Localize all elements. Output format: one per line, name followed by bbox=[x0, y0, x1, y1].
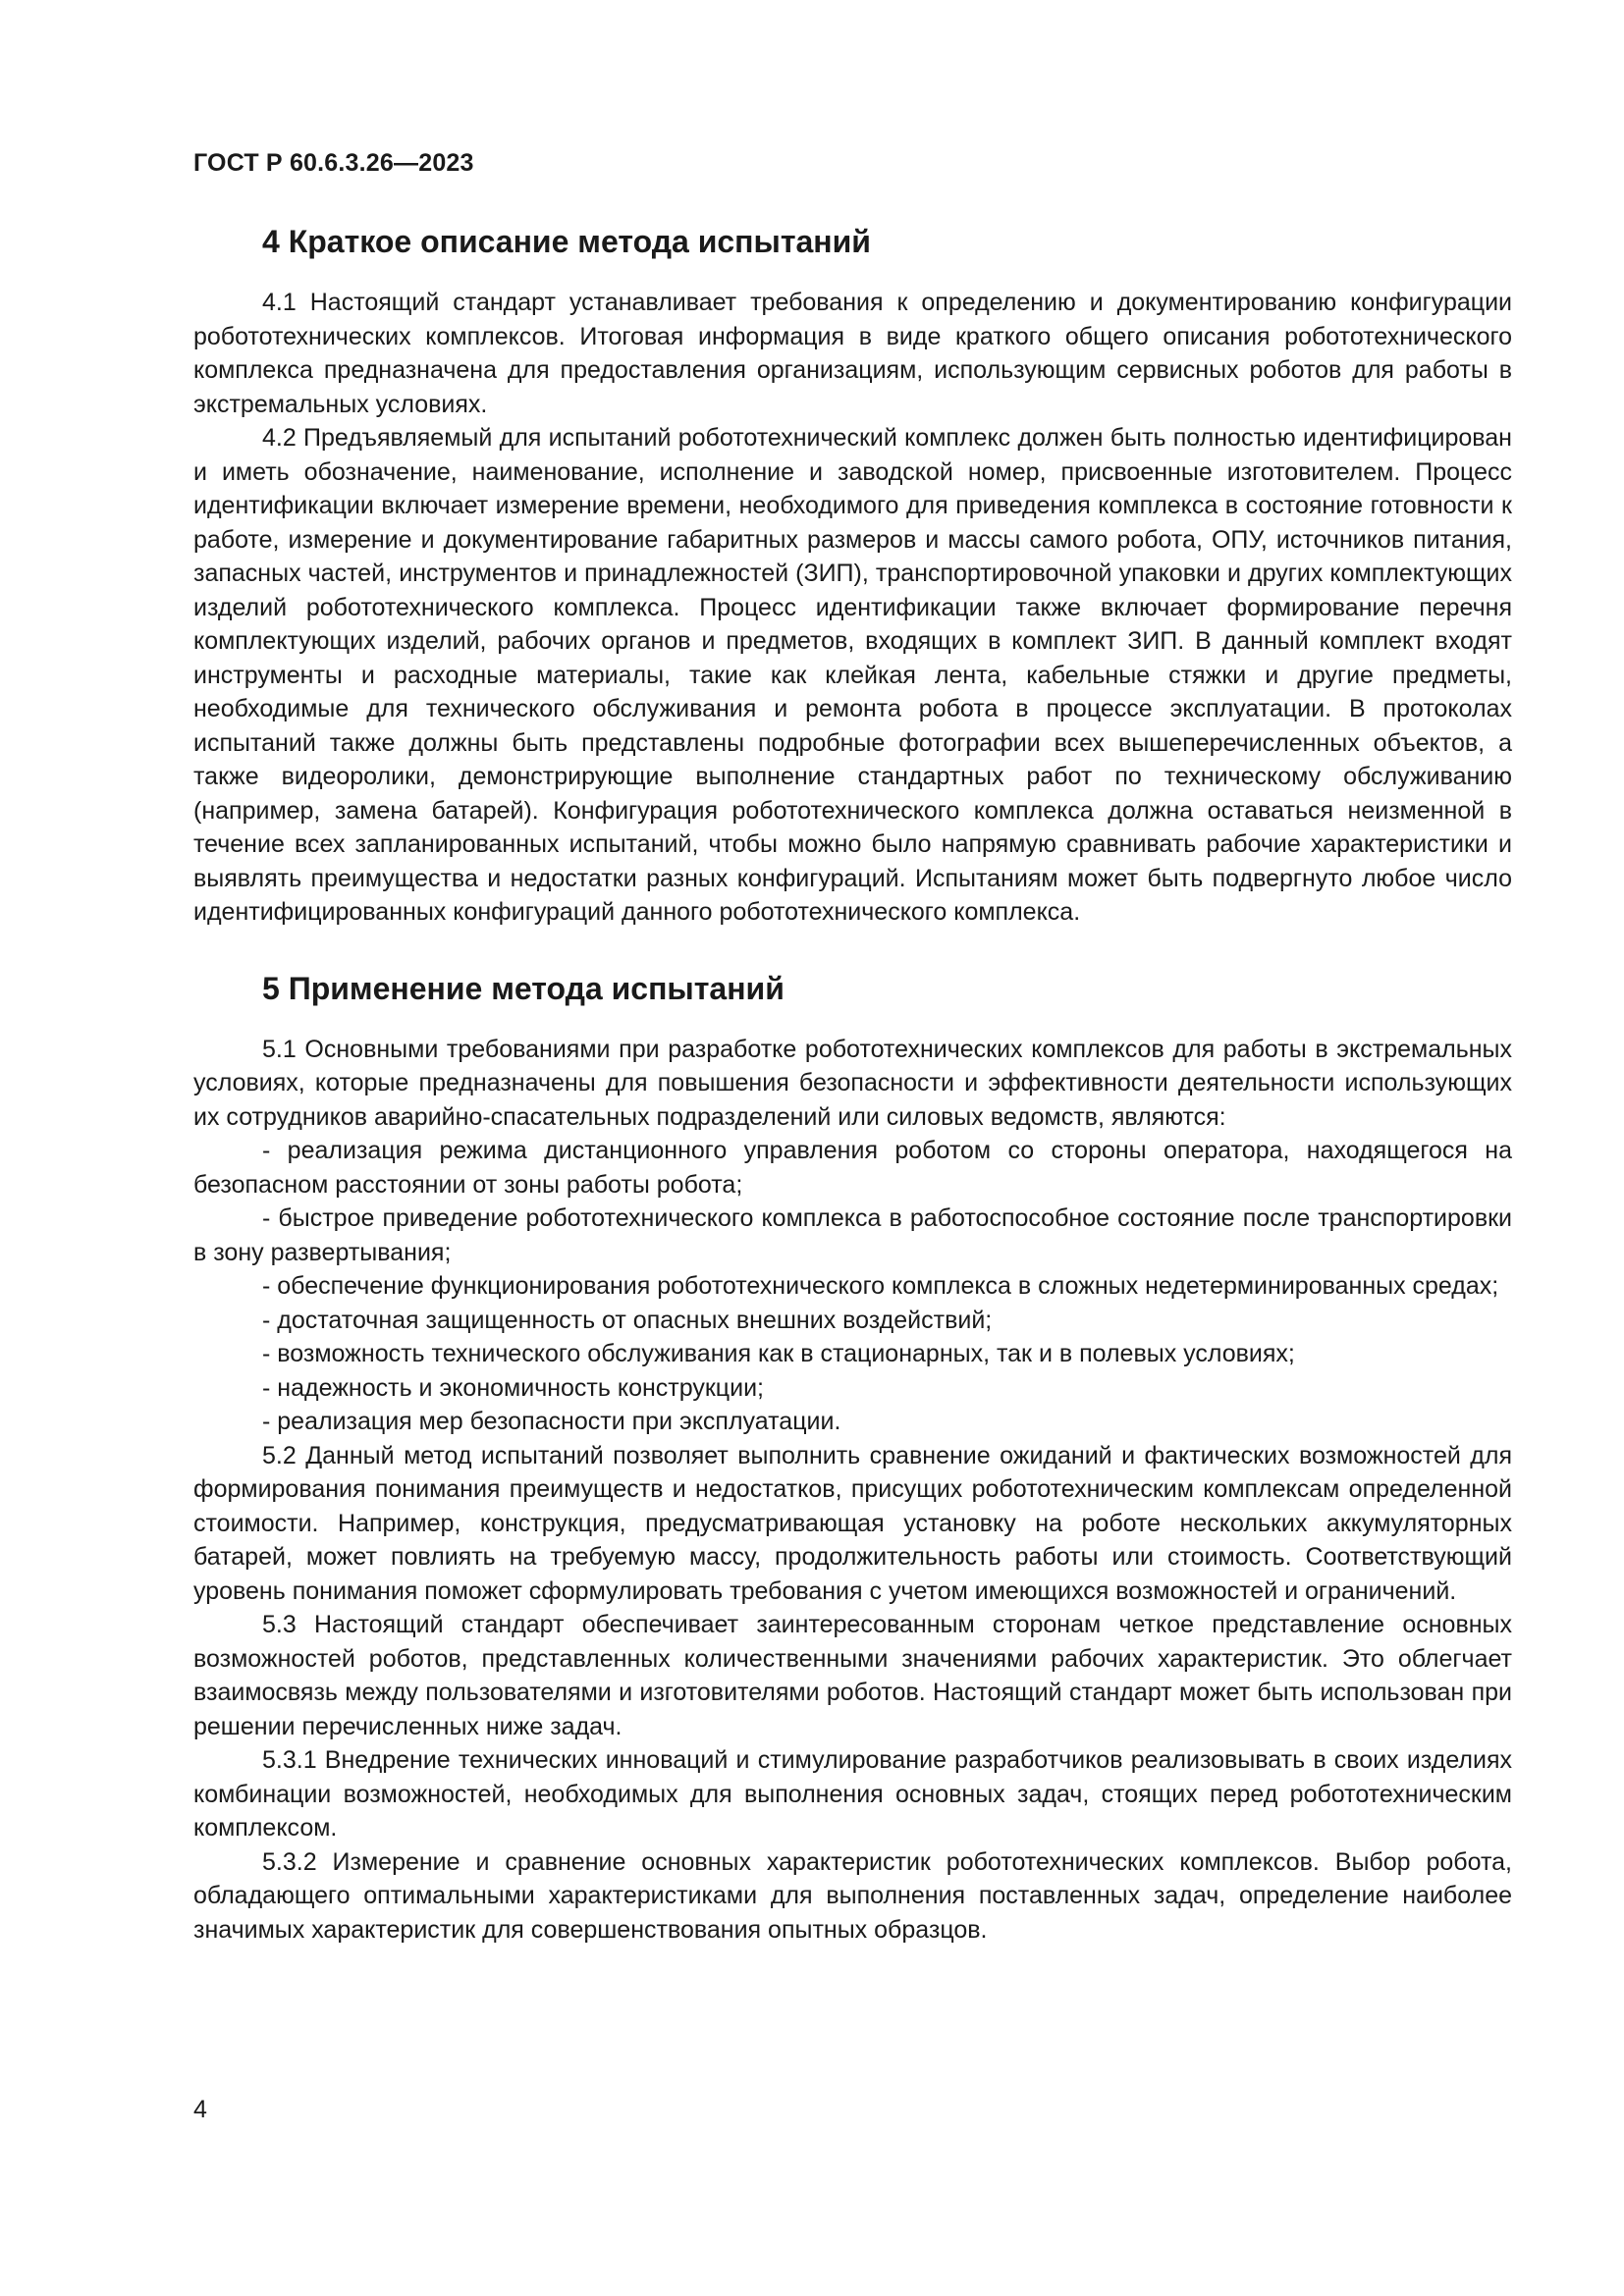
list-item: - быстрое приведение робототехнического комплекса в работоспособное состояние после транспортировки в зону развертывания; bbox=[193, 1204, 1512, 1266]
list-item: - обеспечение функционирования робототехнического комплекса в сложных недетерминированных средах; bbox=[262, 1272, 1499, 1300]
list-item: - реализация режима дистанционного управления роботом со стороны оператора, находящегося на безопасном расстоянии от зоны работы робота; bbox=[193, 1137, 1512, 1199]
section-4-title: 4 Краткое описание метода испытаний bbox=[262, 224, 871, 259]
paragraph-5-1: 5.1 Основными требованиями при разработке робототехнических комплексов для работы в экстремальных условиях, которые предназначены для повышения безопасности и эффективности деятельности использующих их сотрудников аварийно-спасательных подразделений или силовых ведомств, являются: bbox=[193, 1035, 1512, 1131]
list-item: - возможность технического обслуживания как в стационарных, так и в полевых условиях; bbox=[262, 1340, 1295, 1367]
list-item: - надежность и экономичность конструкции; bbox=[262, 1373, 764, 1402]
paragraph-5-3-2: 5.3.2 Измерение и сравнение основных характеристик робототехнических комплексов. Выбор робота, обладающего оптимальными характеристиками для выполнения поставленных задач, определение наиболее значимых характеристик для совершенствования опытных образцов. bbox=[193, 1847, 1512, 1944]
document-code-header: ГОСТ Р 60.6.3.26—2023 bbox=[193, 149, 474, 177]
paragraph-4-1: 4.1 Настоящий стандарт устанавливает требования к определению и документированию конфигурации робототехнических комплексов. Итоговая информация в виде краткого общего описания робототехнического комплекса предназначена для предоставления организациям, использующим сервисных роботов для работы в экстремальных условиях. bbox=[193, 289, 1512, 418]
paragraph-5-3-1: 5.3.1 Внедрение технических инноваций и стимулирование разработчиков реализовывать в своих изделиях комбинации возможностей, необходимых для выполнения основных задач, стоящих перед робототехническим комплексом. bbox=[193, 1746, 1512, 1842]
section-5-title: 5 Применение метода испытаний bbox=[262, 970, 785, 1006]
paragraph-4-2: 4.2 Предъявляемый для испытаний робототехнический комплекс должен быть полностью идентифицирован и иметь обозначение, наименование, исполнение и заводской номер, присвоенные изготовителем. Процесс идентификации включает измерение времени, необходимого для приведения комплекса в состояние готовности к работе, измерение и документирование габаритных размеров и массы самого робота, ОПУ, источников питания, запасных частей, инструментов и принадлежностей (ЗИП), транспортировочной упаковки и других комплектующих изделий робототехнического комплекса. Процесс идентификации также включает формирование перечня комплектующих изделий, рабочих органов и предметов, входящих в комплект ЗИП. В данный комплект входят инструменты и расходные материалы, такие как клейкая лента, кабельные стяжки и другие предметы, необходимые для технического обслуживания и ремонта робота в процессе эксплуатации. В протоколах испытаний также должны быть представлены подробные фотографии всех вышеперечисленных объектов, а также видеоролики, демонстрирующие выполнение стандартных работ по техническому обслуживанию (например, замена батарей). Конфигурация робототехнического комплекса должна оставаться неизменной в течение всех запланированных испытаний, чтобы можно было напрямую сравнивать рабочие характеристики и выявлять преимущества и недостатки разных конфигураций. Испытаниям может быть подвергнуто любое число идентифицированных конфигураций данного робототехнического комплекса. bbox=[193, 424, 1512, 926]
page-number: 4 bbox=[193, 2096, 207, 2123]
paragraph-5-2: 5.2 Данный метод испытаний позволяет выполнить сравнение ожиданий и фактических возможностей для формирования понимания преимуществ и недостатков, присущих робототехническим комплексам определенной стоимости. Например, конструкция, предусматривающая установку на роботе нескольких аккумуляторных батарей, может повлиять на требуемую массу, продолжительность работы или стоимость. Соответствующий уровень понимания поможет сформулировать требования с учетом имеющихся возможностей и ограничений. bbox=[193, 1441, 1512, 1605]
page-content bbox=[193, 222, 1512, 1947]
paragraph-5-3: 5.3 Настоящий стандарт обеспечивает заинтересованным сторонам четкое представление основных возможностей роботов, представленных количественными значениями рабочих характеристик. Это облегчает взаимосвязь между пользователями и изготовителями роботов. Настоящий стандарт может быть использован при решении перечисленных ниже задач. bbox=[193, 1611, 1512, 1740]
list-item: - реализация мер безопасности при эксплуатации. bbox=[262, 1408, 841, 1435]
list-item: - достаточная защищенность от опасных внешних воздействий; bbox=[262, 1306, 993, 1334]
